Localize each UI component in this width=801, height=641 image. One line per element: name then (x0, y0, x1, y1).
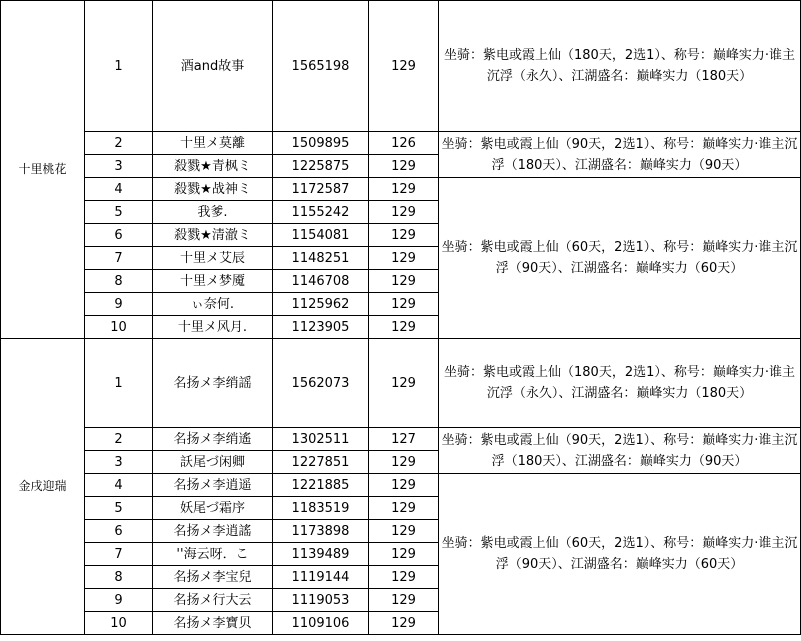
level-cell: 129 (369, 589, 439, 612)
level-cell: 129 (369, 497, 439, 520)
score-cell: 1221885 (273, 474, 369, 497)
rank-cell: 2 (85, 132, 153, 155)
score-cell: 1183519 (273, 497, 369, 520)
level-cell: 129 (369, 178, 439, 201)
level-cell: 129 (369, 339, 439, 428)
table-row (1, 339, 801, 428)
player-name-cell: 殺戮★战神ミ (153, 178, 273, 201)
rank-cell: 3 (85, 451, 153, 474)
player-name-cell: ぃ奈何. (153, 293, 273, 316)
score-cell: 1148251 (273, 247, 369, 270)
player-name-cell: 訞尾づ闲卿 (153, 451, 273, 474)
player-name-cell: 酒and故事 (153, 1, 273, 132)
table-row (1, 178, 801, 201)
score-cell: 1146708 (273, 270, 369, 293)
score-cell: 1173898 (273, 520, 369, 543)
group-name-cell: 金戌迎瑞 (1, 339, 85, 635)
player-name-cell: 殺戮★清澈ミ (153, 224, 273, 247)
level-cell: 129 (369, 474, 439, 497)
group-name-cell: 十里桃花 (1, 1, 85, 339)
level-cell: 129 (369, 270, 439, 293)
reward-cell: 坐骑：紫电或霞上仙（60天，2选1）、称号：巅峰实力·谁主沉浮（90天）、江湖盛名：巅峰实力（60天） (439, 474, 801, 635)
score-cell: 1123905 (273, 316, 369, 339)
score-cell: 1119144 (273, 566, 369, 589)
score-cell: 1139489 (273, 543, 369, 566)
level-cell: 129 (369, 224, 439, 247)
rank-cell: 4 (85, 474, 153, 497)
rank-cell: 9 (85, 589, 153, 612)
rank-cell: 4 (85, 178, 153, 201)
level-cell: 126 (369, 132, 439, 155)
rank-cell: 8 (85, 270, 153, 293)
score-cell: 1172587 (273, 178, 369, 201)
level-cell: 127 (369, 428, 439, 451)
player-name-cell: 殺戮★青枫ミ (153, 155, 273, 178)
player-name-cell: 名扬メ李宝兒 (153, 566, 273, 589)
score-cell: 1225875 (273, 155, 369, 178)
reward-cell: 坐骑：紫电或霞上仙（90天，2选1）、称号：巅峰实力·谁主沉浮（180天）、江湖盛名：巅峰实力（90天） (439, 132, 801, 178)
player-name-cell: 十里メ艾辰 (153, 247, 273, 270)
rank-cell: 7 (85, 247, 153, 270)
reward-cell: 坐骑：紫电或霞上仙（90天，2选1）、称号：巅峰实力·谁主沉浮（180天）、江湖盛名：巅峰实力（90天） (439, 428, 801, 474)
level-cell: 129 (369, 293, 439, 316)
level-cell: 129 (369, 201, 439, 224)
player-name-cell: 名扬メ李绡遙 (153, 428, 273, 451)
score-cell: 1562073 (273, 339, 369, 428)
rank-cell: 7 (85, 543, 153, 566)
rank-cell: 6 (85, 224, 153, 247)
level-cell: 129 (369, 316, 439, 339)
rank-cell: 8 (85, 566, 153, 589)
player-name-cell: 名扬メ李逍遥 (153, 474, 273, 497)
table-row (1, 428, 801, 451)
score-cell: 1119053 (273, 589, 369, 612)
level-cell: 129 (369, 612, 439, 635)
rank-cell: 5 (85, 201, 153, 224)
score-cell: 1565198 (273, 1, 369, 132)
player-name-cell: 名扬メ李绡謡 (153, 339, 273, 428)
player-name-cell: 名扬メ李逍謠 (153, 520, 273, 543)
player-name-cell: 十里メ梦魇 (153, 270, 273, 293)
rank-cell: 5 (85, 497, 153, 520)
rank-cell: 3 (85, 155, 153, 178)
score-cell: 1302511 (273, 428, 369, 451)
table-row (1, 132, 801, 155)
level-cell: 129 (369, 566, 439, 589)
rank-cell: 1 (85, 339, 153, 428)
score-cell: 1125962 (273, 293, 369, 316)
rank-cell: 9 (85, 293, 153, 316)
score-cell: 1509895 (273, 132, 369, 155)
player-name-cell: 名扬メ行大云 (153, 589, 273, 612)
player-name-cell: 名扬メ李寶贝 (153, 612, 273, 635)
player-name-cell: ''海云呀．こ (153, 543, 273, 566)
reward-cell: 坐骑：紫电或霞上仙（60天，2选1）、称号：巅峰实力·谁主沉浮（90天）、江湖盛名：巅峰实力（60天） (439, 178, 801, 339)
score-cell: 1154081 (273, 224, 369, 247)
score-cell: 1227851 (273, 451, 369, 474)
score-cell: 1109106 (273, 612, 369, 635)
player-name-cell: 我爹. (153, 201, 273, 224)
level-cell: 129 (369, 520, 439, 543)
rank-cell: 10 (85, 612, 153, 635)
rank-cell: 10 (85, 316, 153, 339)
table-row (1, 474, 801, 497)
level-cell: 129 (369, 543, 439, 566)
score-cell: 1155242 (273, 201, 369, 224)
level-cell: 129 (369, 451, 439, 474)
table-row (1, 1, 801, 132)
player-name-cell: 十里メ莫離 (153, 132, 273, 155)
reward-cell: 坐骑：紫电或霞上仙（180天，2选1）、称号：巅峰实力·谁主沉浮（永久）、江湖盛名：巅峰实力（180天） (439, 1, 801, 132)
level-cell: 129 (369, 247, 439, 270)
reward-cell: 坐骑：紫电或霞上仙（180天，2选1）、称号：巅峰实力·谁主沉浮（永久）、江湖盛名：巅峰实力（180天） (439, 339, 801, 428)
rank-cell: 6 (85, 520, 153, 543)
level-cell: 129 (369, 155, 439, 178)
rank-cell: 2 (85, 428, 153, 451)
player-name-cell: 十里メ风月. (153, 316, 273, 339)
player-name-cell: 妖尾づ霜序 (153, 497, 273, 520)
rank-cell: 1 (85, 1, 153, 132)
level-cell: 129 (369, 1, 439, 132)
